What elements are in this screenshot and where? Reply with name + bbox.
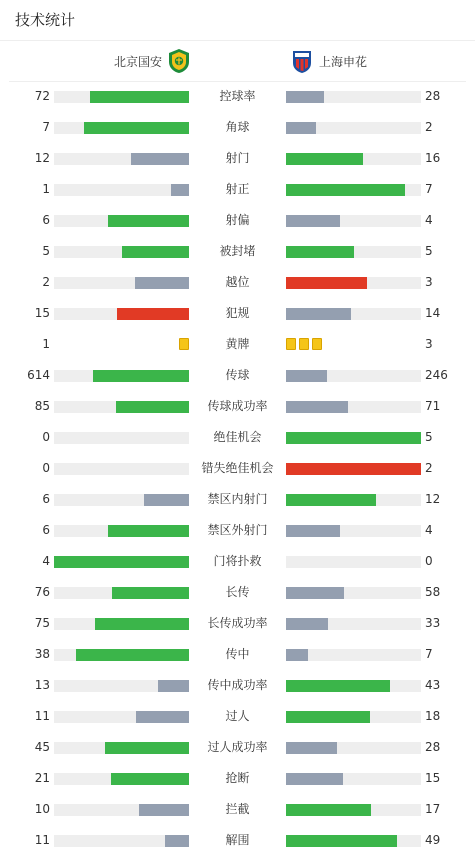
stat-label: 禁区内射门: [207, 492, 268, 506]
stat-row: [0, 577, 475, 608]
home-bar-track: [54, 246, 189, 258]
home-bar-fill: [108, 525, 189, 537]
home-value: 45: [34, 740, 50, 754]
away-bar-fill: [286, 835, 397, 847]
away-bar-fill: [286, 277, 367, 289]
home-value: 6: [42, 523, 50, 537]
home-value: 15: [34, 306, 50, 320]
home-bar-track: [54, 401, 189, 413]
away-bar-track: [286, 556, 421, 568]
stat-label: 长传: [225, 585, 250, 599]
away-value: 28: [425, 740, 441, 754]
away-value: 5: [425, 430, 433, 444]
home-bar-track: [54, 649, 189, 661]
away-bar-track: [286, 370, 421, 382]
stat-label: 黄牌: [225, 337, 250, 351]
home-value: 614: [27, 368, 50, 382]
stat-label: 传球: [225, 368, 250, 382]
home-value: 13: [34, 678, 50, 692]
home-bar-track: [54, 773, 189, 785]
stat-row: [0, 484, 475, 515]
home-bar-fill: [54, 556, 189, 568]
home-bar-fill: [108, 215, 189, 227]
stat-row: [0, 236, 475, 267]
away-bar-fill: [286, 122, 316, 134]
home-value: 11: [34, 833, 50, 847]
away-bar-track: [286, 122, 421, 134]
home-bar-track: [54, 277, 189, 289]
away-bar-fill: [286, 804, 371, 816]
stats-list: [0, 81, 475, 856]
home-value: 6: [42, 492, 50, 506]
home-bar-fill: [93, 370, 189, 382]
away-bar-track: [286, 432, 421, 444]
away-bar-fill: [286, 153, 363, 165]
away-bar-fill: [286, 773, 343, 785]
stat-label: 绝佳机会: [213, 430, 262, 444]
away-bar-fill: [286, 618, 328, 630]
stat-row: [0, 453, 475, 484]
home-value: 38: [34, 647, 50, 661]
home-bar-track: [54, 711, 189, 723]
stat-row: [0, 143, 475, 174]
home-bar-track: [54, 618, 189, 630]
away-bar-track: [286, 153, 421, 165]
away-bar-fill: [286, 463, 421, 475]
away-value: 58: [425, 585, 441, 599]
stat-label: 被封堵: [219, 244, 256, 258]
away-bar-track: [286, 835, 421, 847]
stat-label: 禁区外射门: [207, 523, 268, 537]
stat-row: [0, 546, 475, 577]
away-value: 33: [425, 616, 441, 630]
away-bar-track: [286, 711, 421, 723]
stat-label: 错失绝佳机会: [201, 461, 274, 475]
stat-row: [0, 174, 475, 205]
away-value: 3: [425, 275, 433, 289]
home-bar-track: [54, 184, 189, 196]
home-bar-track: [54, 91, 189, 103]
away-bar-track: [286, 680, 421, 692]
stat-label: 犯规: [225, 306, 250, 320]
stat-label: 传中: [225, 647, 250, 661]
yellow-card-icon: [179, 338, 189, 350]
stat-row: [0, 794, 475, 825]
stat-row: [0, 515, 475, 546]
away-bar-track: [286, 215, 421, 227]
away-bar-fill: [286, 432, 421, 444]
shanghai-shenhua-logo-icon: [291, 48, 313, 74]
teams-bar: [9, 41, 466, 82]
stat-row: [0, 360, 475, 391]
home-bar-fill: [76, 649, 189, 661]
away-value: 0: [425, 554, 433, 568]
home-bar-track: [54, 742, 189, 754]
beijing-guoan-logo-icon: [168, 48, 190, 74]
home-bar-fill: [122, 246, 190, 258]
stat-label: 控球率: [219, 89, 256, 103]
home-bar-track: [54, 525, 189, 537]
home-bar-track: [54, 556, 189, 568]
away-bar-fill: [286, 649, 308, 661]
stat-label: 门将扑救: [213, 554, 262, 568]
away-bar-track: [286, 277, 421, 289]
away-value: 3: [425, 337, 433, 351]
away-bar-fill: [286, 215, 340, 227]
home-bar-track: [54, 308, 189, 320]
stat-row: [0, 81, 475, 112]
home-value: 0: [42, 461, 50, 475]
stat-row: [0, 701, 475, 732]
home-team[interactable]: [114, 41, 190, 81]
away-bar-track: [286, 308, 421, 320]
away-value: 49: [425, 833, 441, 847]
away-bar-fill: [286, 742, 337, 754]
stat-label: 过人: [225, 709, 250, 723]
home-bar-fill: [116, 401, 189, 413]
home-bar-fill: [158, 680, 189, 692]
home-bar-fill: [84, 122, 189, 134]
home-bar-track: [54, 370, 189, 382]
stat-label: 传球成功率: [207, 399, 268, 413]
stat-row: [0, 608, 475, 639]
away-bar-track: [286, 618, 421, 630]
stat-label: 过人成功率: [207, 740, 268, 754]
yellow-card-icon: [286, 338, 296, 350]
away-bar-track: [286, 463, 421, 475]
yellow-card-icon: [299, 338, 309, 350]
home-bar-track: [54, 835, 189, 847]
away-bar-track: [286, 525, 421, 537]
stat-row: [0, 670, 475, 701]
yellow-card-icon: [312, 338, 322, 350]
away-bar-fill: [286, 587, 344, 599]
away-bar-track: [286, 494, 421, 506]
stat-row: [0, 112, 475, 143]
away-value: 2: [425, 461, 433, 475]
away-yellow-cards: [286, 338, 322, 351]
home-bar-track: [54, 215, 189, 227]
away-team-name: 上海申花: [319, 54, 368, 69]
away-bar-track: [286, 246, 421, 258]
home-value: 11: [34, 709, 50, 723]
stat-row: [0, 422, 475, 453]
away-bar-track: [286, 742, 421, 754]
away-value: 2: [425, 120, 433, 134]
stat-row: [0, 329, 475, 360]
away-bar-fill: [286, 401, 348, 413]
home-value: 76: [34, 585, 50, 599]
away-bar-track: [286, 91, 421, 103]
home-value: 1: [42, 182, 50, 196]
home-value: 21: [34, 771, 50, 785]
stat-label: 传中成功率: [207, 678, 268, 692]
away-bar-track: [286, 773, 421, 785]
home-bar-fill: [117, 308, 189, 320]
home-bar-track: [54, 587, 189, 599]
away-value: 246: [425, 368, 448, 382]
away-bar-track: [286, 401, 421, 413]
home-value: 5: [42, 244, 50, 258]
home-bar-fill: [90, 91, 189, 103]
stat-label: 越位: [225, 275, 250, 289]
stats-header: [0, 0, 475, 41]
away-bar-fill: [286, 680, 390, 692]
away-value: 28: [425, 89, 441, 103]
stat-label: 角球: [225, 120, 250, 134]
stat-row: [0, 825, 475, 856]
home-bar-track: [54, 494, 189, 506]
away-value: 4: [425, 213, 433, 227]
away-bar-fill: [286, 370, 327, 382]
home-value: 72: [34, 89, 50, 103]
away-value: 14: [425, 306, 441, 320]
stat-label: 抢断: [225, 771, 250, 785]
stat-label: 射偏: [225, 213, 250, 227]
stat-label: 拦截: [225, 802, 250, 816]
away-bar-fill: [286, 711, 370, 723]
away-bar-track: [286, 804, 421, 816]
home-value: 85: [34, 399, 50, 413]
home-value: 2: [42, 275, 50, 289]
home-bar-fill: [165, 835, 189, 847]
away-bar-fill: [286, 246, 354, 258]
home-bar-fill: [135, 277, 189, 289]
away-value: 16: [425, 151, 441, 165]
away-bar-track: [286, 649, 421, 661]
away-value: 7: [425, 647, 433, 661]
stat-row: [0, 639, 475, 670]
stat-row: [0, 267, 475, 298]
stats-title: 技术统计: [15, 11, 76, 29]
away-team[interactable]: [291, 41, 367, 81]
away-value: 43: [425, 678, 441, 692]
stat-row: [0, 763, 475, 794]
away-bar-track: [286, 184, 421, 196]
away-value: 5: [425, 244, 433, 258]
home-value: 4: [42, 554, 50, 568]
away-value: 12: [425, 492, 441, 506]
home-bar-fill: [131, 153, 189, 165]
home-bar-fill: [112, 587, 189, 599]
away-bar-fill: [286, 525, 340, 537]
stat-row: [0, 391, 475, 422]
home-value: 7: [42, 120, 50, 134]
away-bar-fill: [286, 184, 405, 196]
home-bar-track: [54, 432, 189, 444]
home-bar-fill: [144, 494, 189, 506]
home-bar-fill: [111, 773, 189, 785]
home-bar-track: [54, 680, 189, 692]
away-value: 15: [425, 771, 441, 785]
home-bar-fill: [136, 711, 189, 723]
home-bar-track: [54, 122, 189, 134]
home-value: 10: [34, 802, 50, 816]
away-bar-fill: [286, 308, 351, 320]
away-bar-fill: [286, 91, 324, 103]
stat-label: 射正: [225, 182, 250, 196]
home-value: 12: [34, 151, 50, 165]
home-bar-track: [54, 153, 189, 165]
home-bar-fill: [139, 804, 189, 816]
away-value: 7: [425, 182, 433, 196]
away-value: 18: [425, 709, 441, 723]
home-bar-fill: [171, 184, 189, 196]
stat-row: [0, 205, 475, 236]
away-bar-track: [286, 587, 421, 599]
home-bar-fill: [105, 742, 189, 754]
away-value: 71: [425, 399, 441, 413]
home-bar-fill: [95, 618, 190, 630]
home-yellow-cards: [179, 338, 189, 351]
home-bar-track: [54, 804, 189, 816]
stat-label: 射门: [225, 151, 250, 165]
home-team-name: 北京国安: [113, 54, 162, 69]
home-value: 75: [34, 616, 50, 630]
away-value: 17: [425, 802, 441, 816]
stat-row: [0, 732, 475, 763]
home-bar-track: [54, 463, 189, 475]
stat-label: 长传成功率: [207, 616, 268, 630]
away-bar-fill: [286, 494, 376, 506]
stat-row: [0, 298, 475, 329]
home-value: 6: [42, 213, 50, 227]
stat-label: 解围: [225, 833, 250, 847]
home-value: 0: [42, 430, 50, 444]
away-value: 4: [425, 523, 433, 537]
home-value: 1: [42, 337, 50, 351]
